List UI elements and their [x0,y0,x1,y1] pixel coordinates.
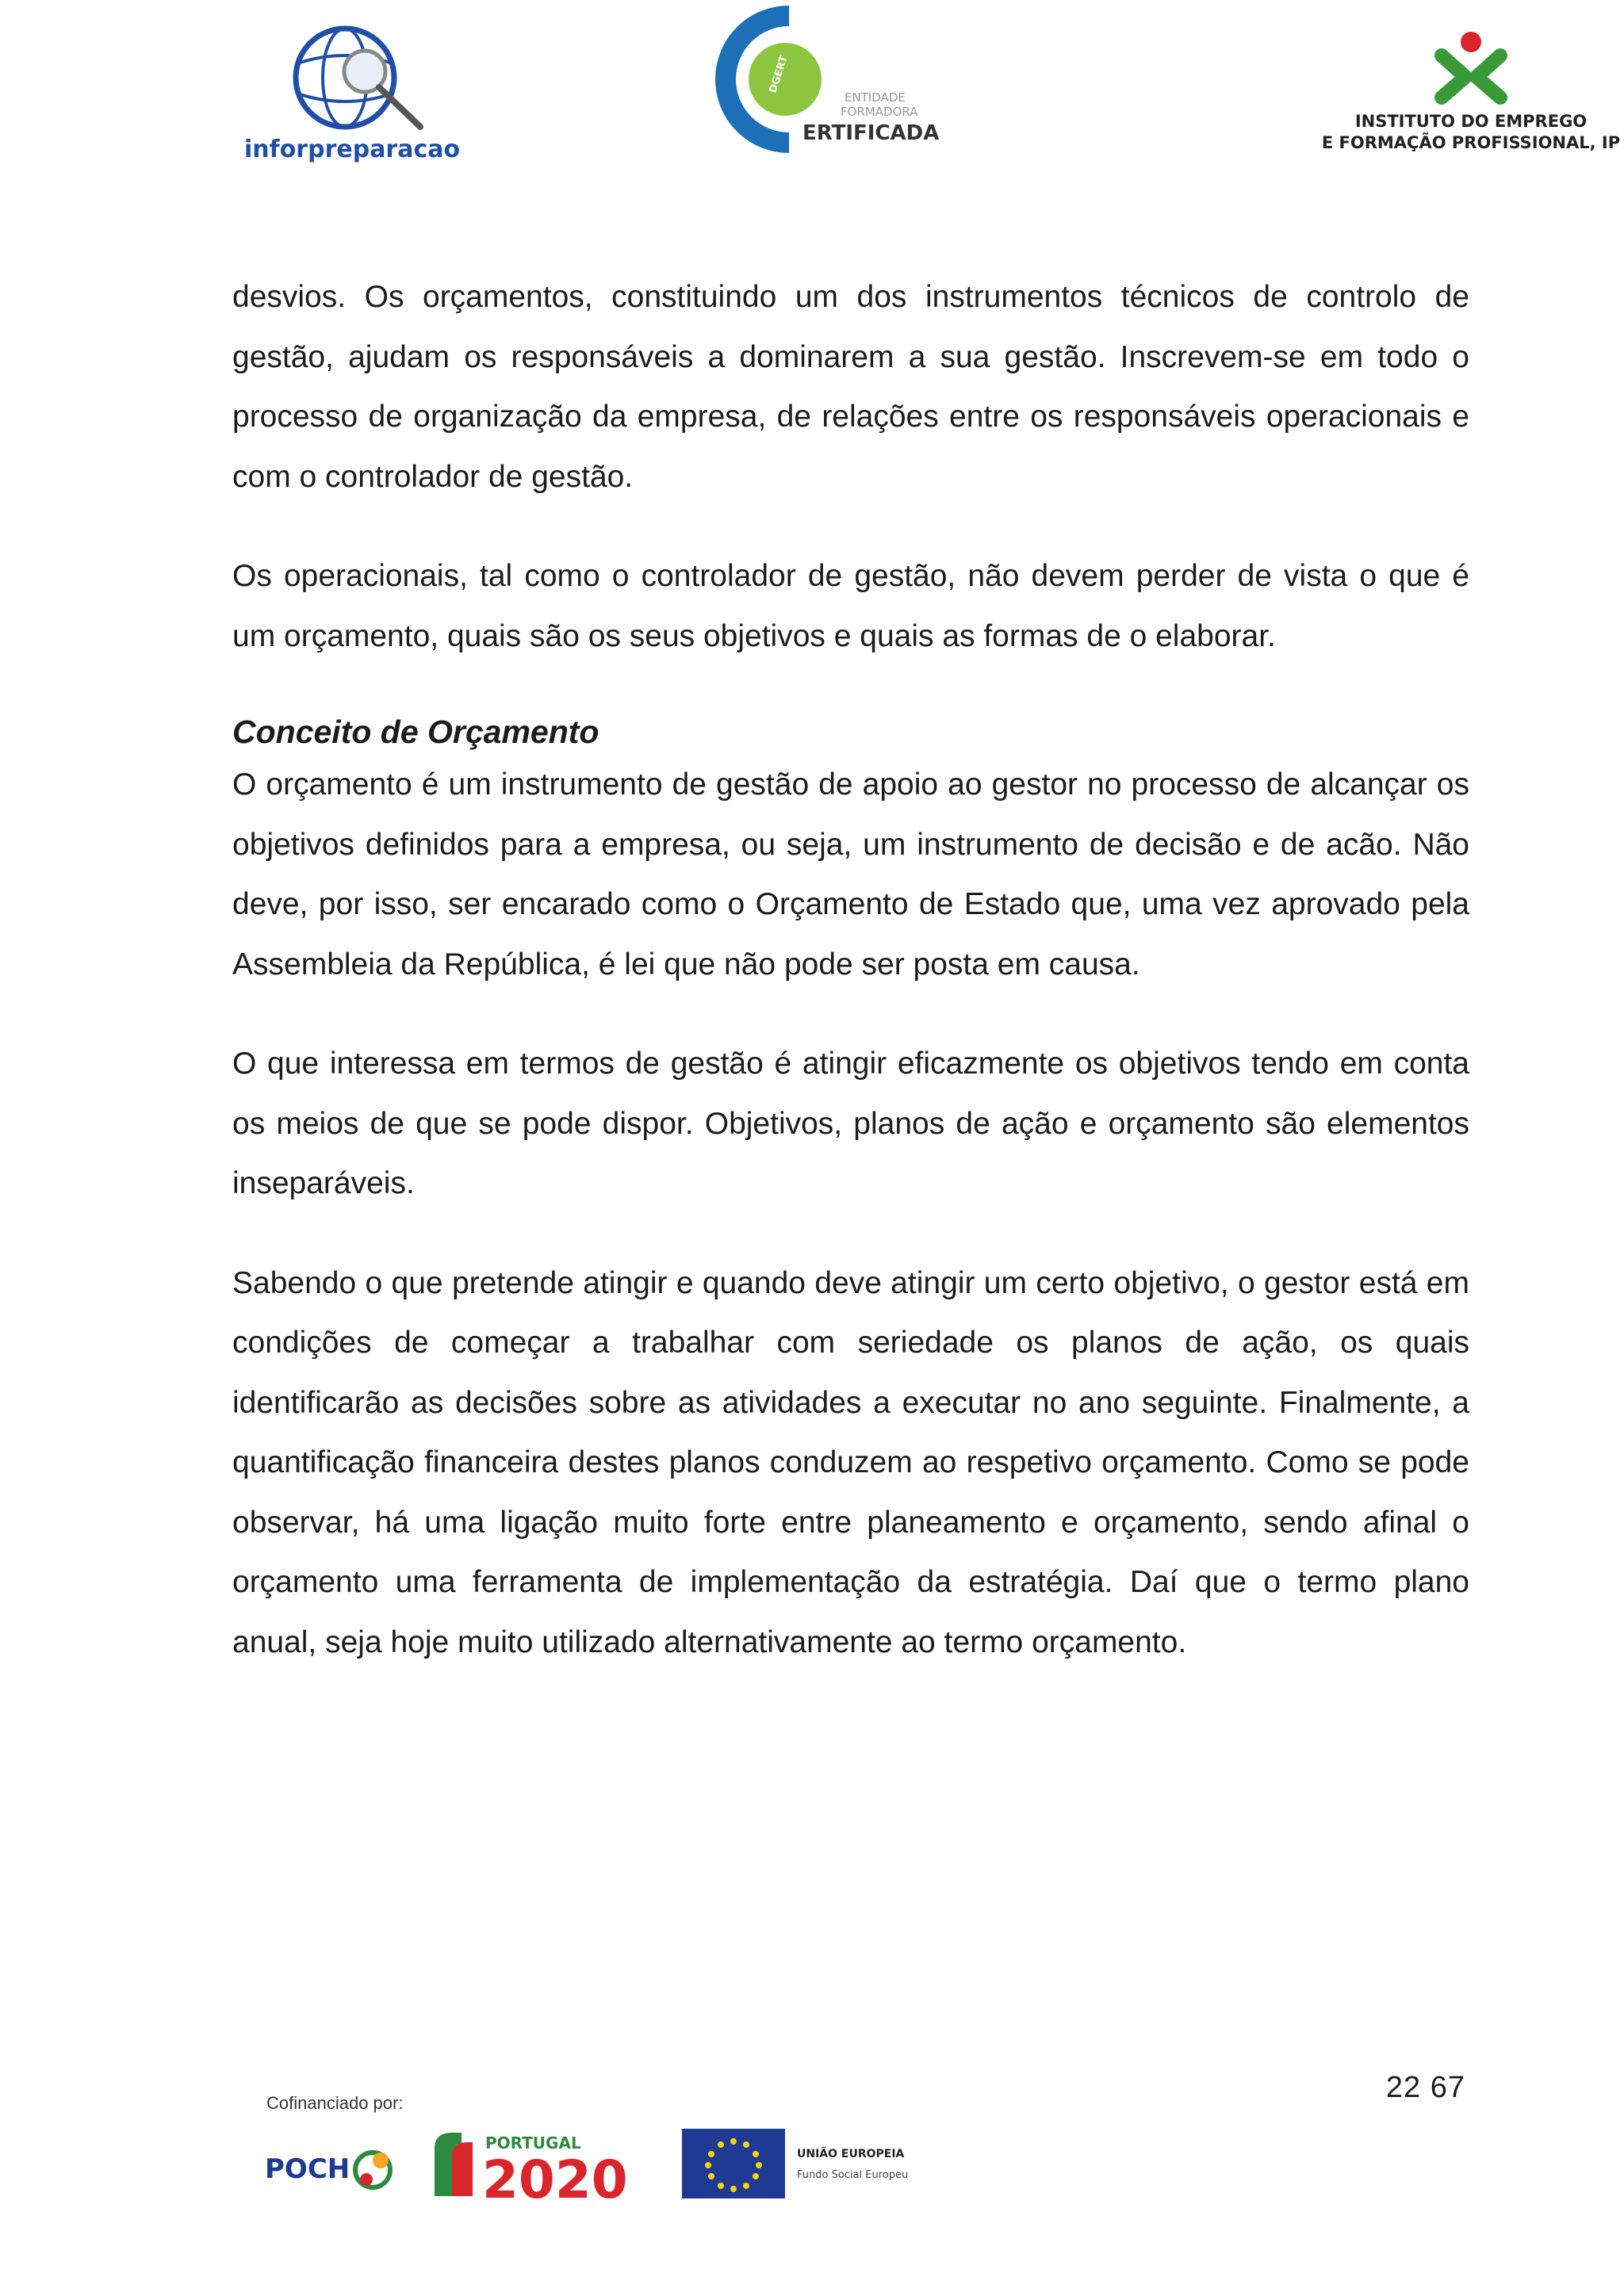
inforpreparacao-logo [238,16,468,166]
iefp-logo [1321,28,1621,163]
page-number: 22 67 [1385,2071,1465,2104]
page-header [0,0,1624,190]
svg-text:E FORMAÇÃO PROFISSIONAL, IP: E FORMAÇÃO PROFISSIONAL, IP [1321,133,1621,152]
cofinanced-label: Cofinanciado por: [266,2093,404,2113]
svg-text:ENTIDADE: ENTIDADE [845,90,906,105]
body-paragraph: desvios. Os orçamentos, constituindo um dos instrumentos técnicos de controlo de gestão, ajudam os responsáveis a dominarem a sua gestão. Inscrevem-se em todo o processo de organização da empresa, de relações entre os responsáveis operacionais e com o controlador de gestão. [232,280,1469,494]
svg-text:inforpreparacao: inforpreparacao [244,136,461,163]
body-paragraph: O que interessa em termos de gestão é atingir eficazmente os objetivos tendo em conta os meios de que se pode dispor. Objetivos, planos de ação e orçamento são elementos inseparáveis. [232,1047,1469,1200]
eu-social-fund-logo [682,2129,920,2200]
svg-text:PORTUGAL: PORTUGAL [485,2133,581,2152]
svg-text:DGERT: DGERT [767,54,791,95]
svg-text:POCH: POCH [265,2153,350,2185]
document-body [232,267,1469,1712]
svg-text:UNIÃO EUROPEIA: UNIÃO EUROPEIA [797,2148,905,2160]
svg-text:Fundo Social Europeu: Fundo Social Europeu [797,2169,909,2181]
body-paragraph: Sabendo o que pretende atingir e quando deve atingir um certo objetivo, o gestor está em condições de começar a trabalhar com seriedade os planos de ação, os quais identificarão as decisões sobre as atividades a executar no ano seguinte. Finalmente, a quantificação financeira destes planos conduzem ao respetivo orçamento. Como se pode observar, há uma ligação muito forte entre planeamento e orçamento, sendo afinal o orçamento uma ferramenta de implementação da estratégia. Daí que o termo plano anual, seja hoje muito utilizado alternativamente ao termo orçamento. [232,1265,1469,1659]
page-footer [254,2085,967,2220]
dgert-certified-logo [714,6,940,157]
svg-text:INSTITUTO DO EMPREGO: INSTITUTO DO EMPREGO [1354,112,1588,131]
svg-text:ERTIFICADA: ERTIFICADA [802,121,940,145]
poch-logo [262,2129,404,2208]
section-heading: Conceito de Orçamento [232,714,599,750]
body-paragraph: Os operacionais, tal como o controlador de gestão, não devem perder de vista o que é um orçamento, quais são os seus objetivos e quais as formas de o elaborar. [232,559,1469,653]
body-paragraph: O orçamento é um instrumento de gestão de apoio ao gestor no processo de alcançar os objetivos definidos para a empresa, ou seja, um instrumento de decisão e de acão. Não deve, por isso, ser encarado como o Orçamento de Estado que, uma vez aprovado pela Assembleia da República, é lei que não pode ser posta em causa. [232,767,1469,982]
svg-text:2020: 2020 [482,2149,628,2210]
portugal-2020-logo [428,2125,650,2210]
svg-text:FORMADORA: FORMADORA [841,105,918,119]
